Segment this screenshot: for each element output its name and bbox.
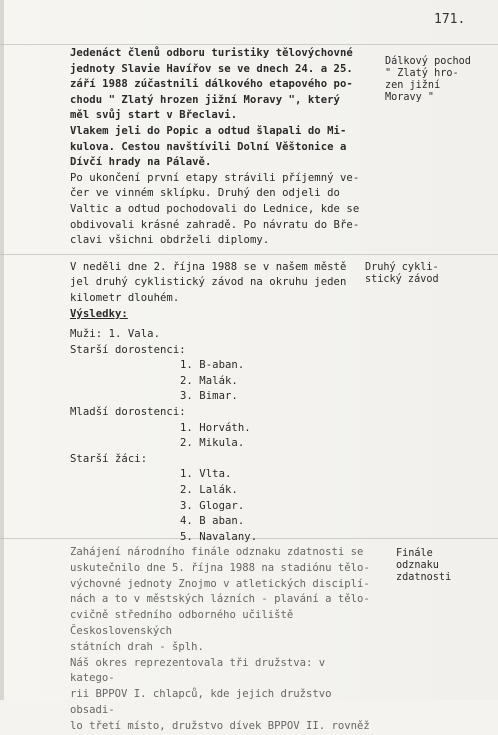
- page-edge: [0, 0, 4, 700]
- text-line: čer ve vinném sklípku. Druhý den odjeli do: [70, 187, 340, 200]
- side-note-line: odznaku: [396, 560, 439, 571]
- side-note-line: " Zlatý hro-: [385, 68, 459, 79]
- text-line: Jedenáct členů odboru turistiky tělovýchovné: [70, 47, 353, 59]
- results-item: 1. Vlta.: [180, 468, 232, 481]
- results-item: 3. Bimar.: [180, 390, 238, 403]
- text-line: cvičně středního odborného učiliště Československých: [70, 609, 294, 637]
- paragraph-pochod: [70, 46, 370, 249]
- main-text: [70, 46, 370, 545]
- results-item: 4. B aban.: [180, 515, 245, 528]
- side-note-line: zdatnosti: [396, 572, 452, 583]
- text-line: chodu " Zlatý hrozen jižní Moravy ", který: [70, 93, 340, 106]
- spacer: [70, 249, 370, 260]
- text-line: září 1988 zúčastnili dálkového etapového po-: [70, 78, 353, 91]
- results-category: Starší dorostenci:: [70, 343, 186, 356]
- side-note-line: Druhý cykli-: [365, 262, 439, 273]
- text-line: rii BPPOV I. chlapců, kde jejich družstvo obsadi-: [70, 688, 332, 716]
- results-item: 2. Malák.: [180, 374, 238, 387]
- text-line: jednoty Slavie Havířov se ve dnech 24. a 25.: [70, 62, 353, 75]
- paragraph-cyklo: [70, 260, 370, 307]
- text-line: výchovné jednoty Znojmo v atletických disciplí-: [70, 577, 370, 590]
- results-muzi: Muži: 1. Vala.: [70, 328, 160, 341]
- results-item: 1. Horváth.: [180, 421, 251, 434]
- side-note-cyklisticky-zavod: [365, 262, 439, 286]
- text-line: kulova. Cestou navštívili Dolní Věštonice a: [70, 140, 347, 153]
- text-line: obdivovali krásné zahradě. Po návratu do Bře-: [70, 218, 360, 231]
- text-line: Vlakem jeli do Popic a odtud šlapali do Mi-: [70, 124, 347, 137]
- text-line: V neděli dne 2. října 1988 se v našem městě: [70, 260, 347, 273]
- text-line: uskutečnilo dne 5. října 1988 na stadiónu tělo-: [70, 561, 370, 574]
- side-note-dalkovy-pochod: [385, 56, 471, 104]
- text-line: nách a to v městských lázních - plavání a tělo-: [70, 593, 370, 606]
- results-item: 1. B-aban.: [180, 359, 245, 372]
- results-category: Starší žáci:: [70, 452, 148, 465]
- results-item: 2. Lalák.: [180, 484, 238, 497]
- text-line: Zahájení národního finále odznaku zdatnosti se: [70, 546, 364, 558]
- side-note-finale-odznaku: [396, 548, 451, 584]
- ruled-line: [0, 44, 498, 45]
- side-note-line: Dálkový pochod: [385, 56, 471, 67]
- results-category: Mladší dorostenci:: [70, 406, 186, 419]
- results-list: [70, 307, 370, 546]
- text-line: Valtic a odtud pochodovali do Lednice, kde se: [70, 202, 360, 215]
- side-note-line: Finále: [396, 548, 433, 559]
- side-note-line: zen jižní: [385, 80, 441, 91]
- results-item: 3. Glogar.: [180, 499, 245, 512]
- text-line: Po ukončení první etapy strávili příjemný ve-: [70, 171, 360, 184]
- text-line: měl svůj start v Břeclavi.: [70, 109, 238, 122]
- text-line: státních drah - šplh.: [70, 640, 204, 653]
- text-line: lo třetí místo, družstvo dívek BPPOV II. rovněž: [70, 719, 370, 732]
- side-note-line: Moravy ": [385, 92, 435, 103]
- results-heading: Výsledky:: [70, 307, 128, 320]
- side-note-line: stický závod: [365, 274, 439, 285]
- results-item: 2. Mikula.: [180, 437, 245, 450]
- text-line: jel druhý cyklistický závod na okruhu jeden: [70, 276, 347, 289]
- text-line: Náš okres reprezentovala tři družstva: v katego-: [70, 656, 326, 685]
- paragraph-finale: [70, 545, 370, 735]
- text-line: Dívčí hrady na Pálavě.: [70, 156, 212, 169]
- text-line: clavi všichni obdrželi diplomy.: [70, 234, 270, 247]
- page-number: 171.: [434, 12, 466, 27]
- text-line: kilometr dlouhém.: [70, 291, 180, 304]
- results-item: 5. Navalany.: [180, 530, 258, 543]
